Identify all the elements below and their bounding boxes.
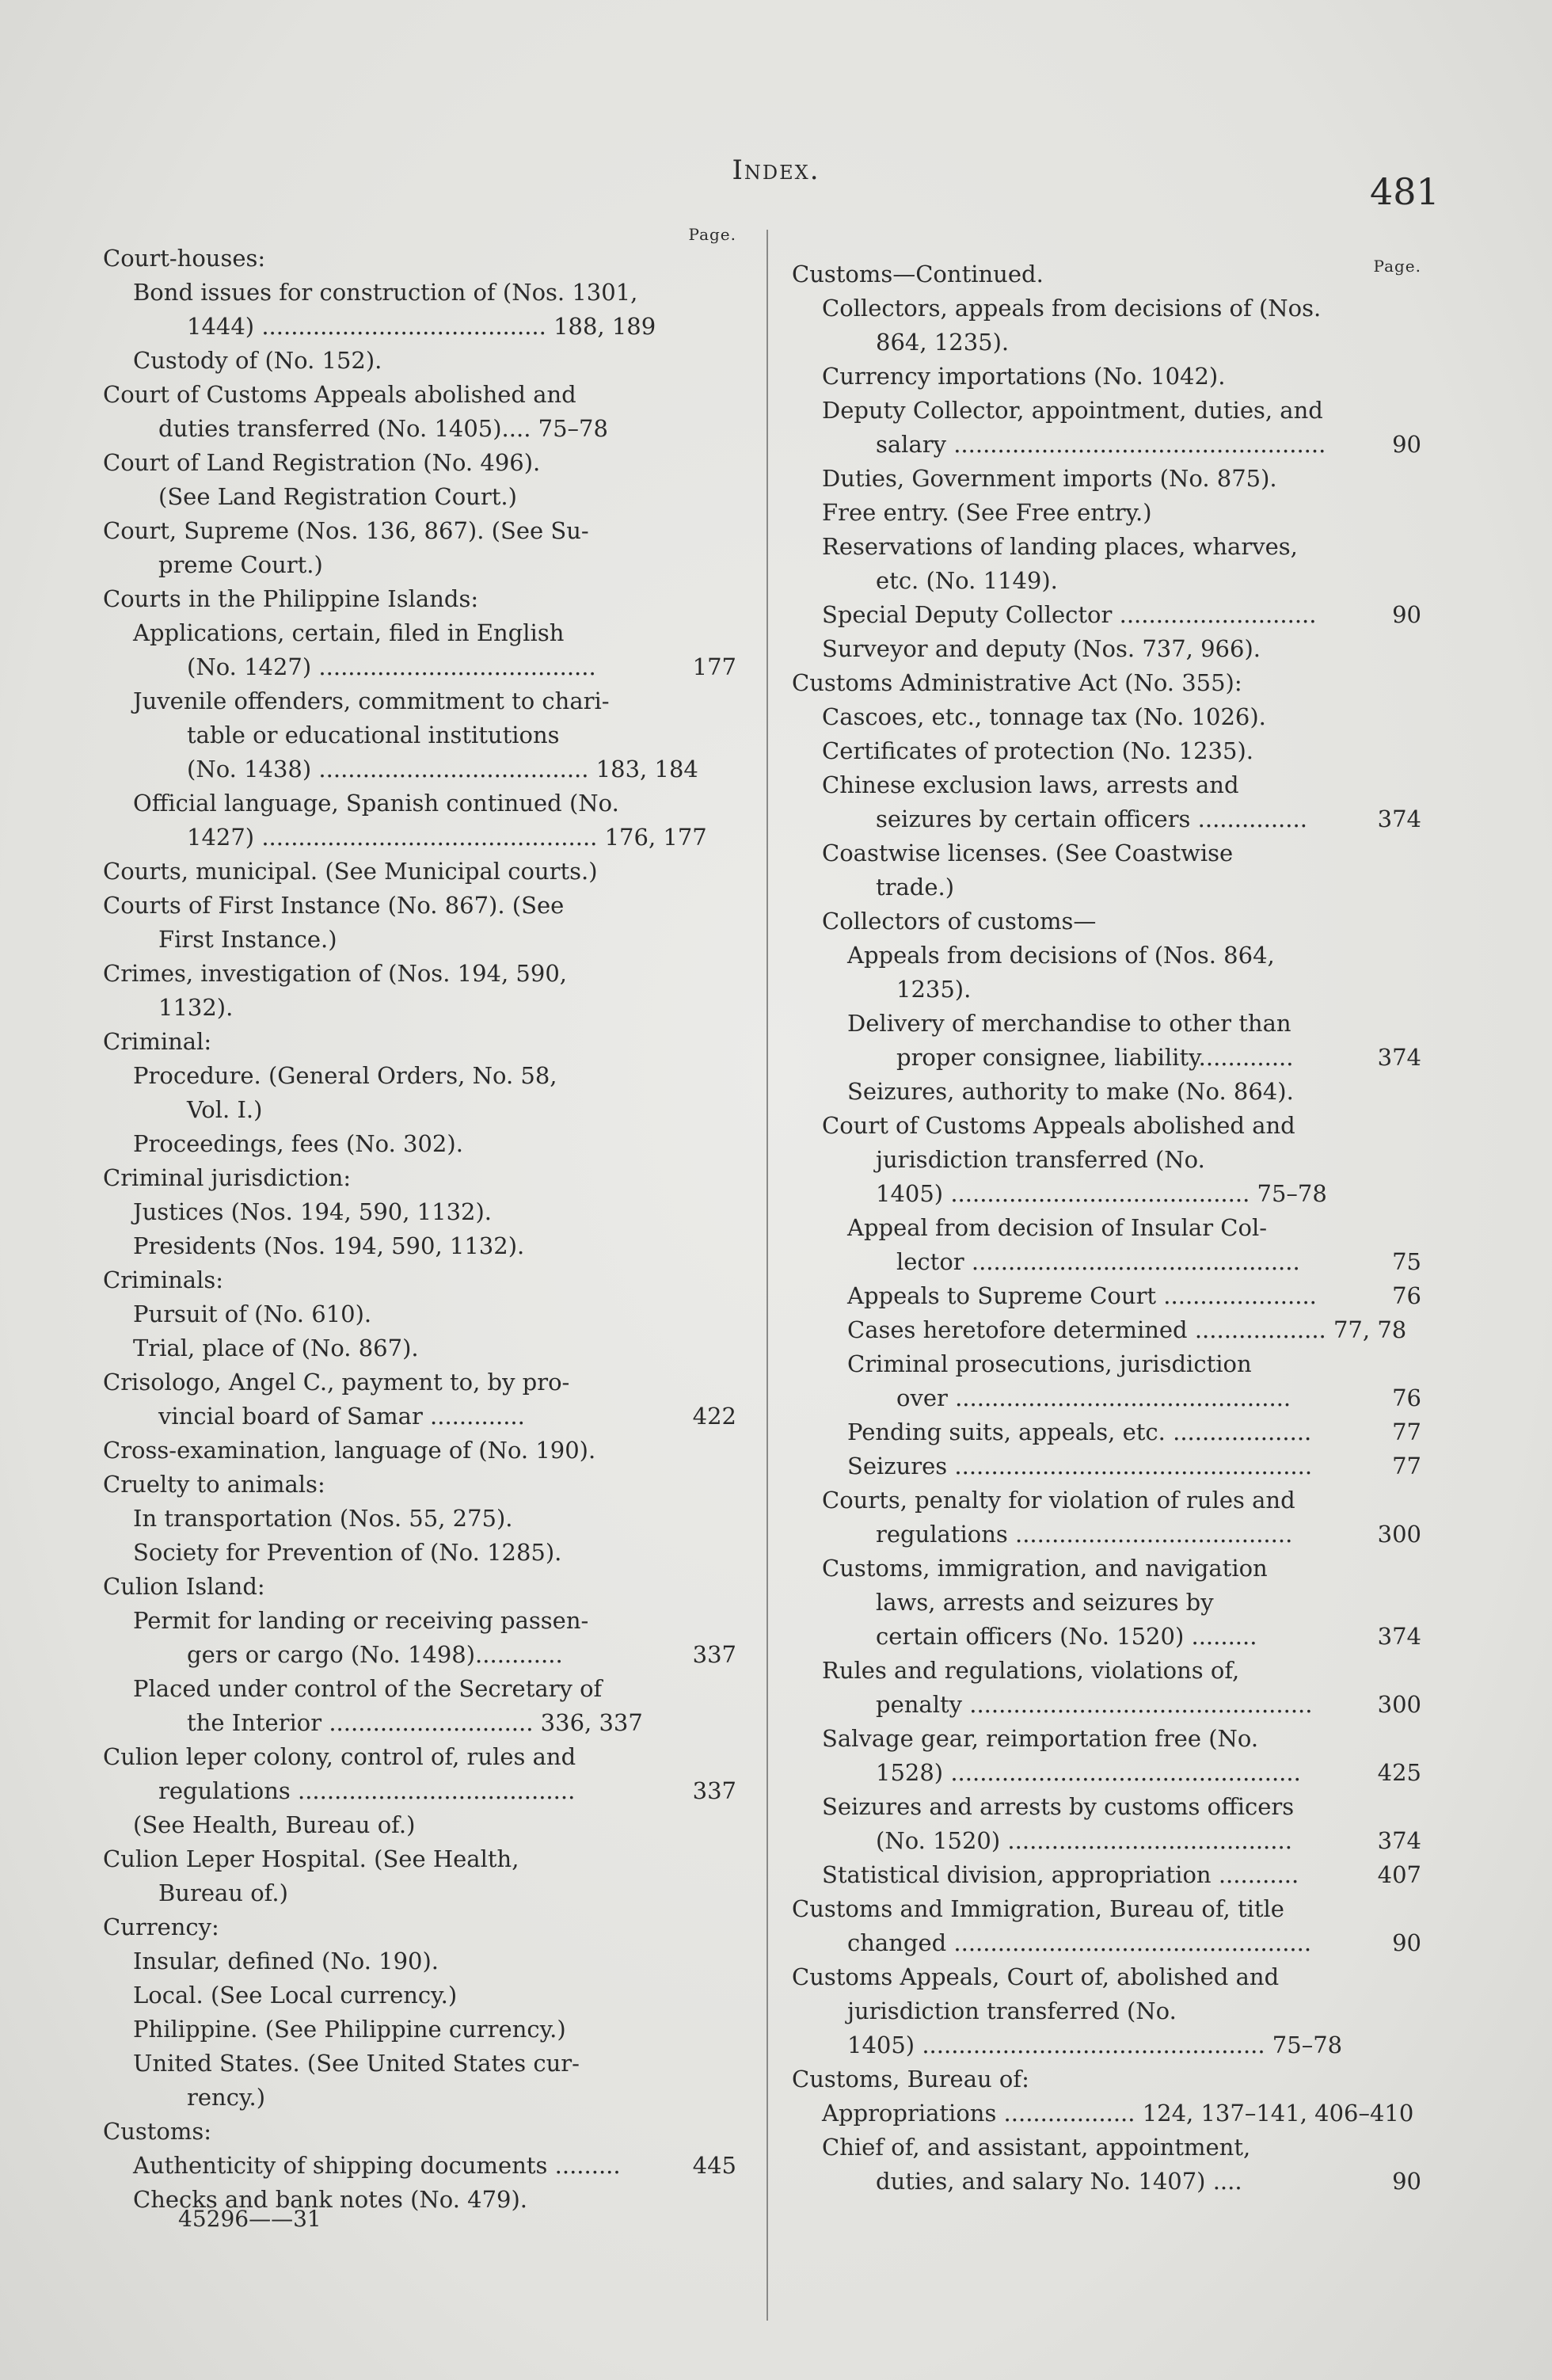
page-reference: 374 [1377,1044,1421,1071]
index-entry-text: Customs and Immigration, Bureau of, title [792,1895,1284,1922]
index-entry-text: Coastwise licenses. (See Coastwise [822,840,1234,866]
index-line [103,446,736,480]
page-reference: 374 [1377,805,1421,832]
index-entry-text: Culion Leper Hospital. (See Health, [103,1845,519,1872]
index-entry-text: Court-houses: [103,245,266,272]
index-line [792,1041,1421,1075]
index-line [792,462,1421,496]
index-line [792,1007,1421,1041]
index-line [103,752,736,786]
index-entry-text: Crimes, investigation of (Nos. 194, 590, [103,960,567,987]
page-reference: 77 [1392,1453,1421,1479]
index-line [792,1586,1421,1620]
index-line [103,616,736,650]
index-line [792,2028,1421,2062]
index-line [792,2131,1421,2165]
index-entry-text: 1528) ................................................ [876,1759,1301,1786]
index-entry-text: 1132). [158,994,234,1021]
index-entry-text: Criminals: [103,1266,223,1293]
index-line [103,1672,736,1706]
index-entry-text: Reservations of landing places, wharves, [822,533,1298,560]
signature-mark: 45296——31 [178,2206,321,2232]
index-line [103,1229,736,1263]
index-line [103,1536,736,1570]
index-entry-text: First Instance.) [158,926,337,953]
index-entry-text: Insular, defined (No. 190). [133,1948,439,1974]
page-reference: 90 [1392,601,1421,628]
index-line [103,1978,736,2013]
index-line [792,1517,1421,1552]
index-entry-text: Justices (Nos. 194, 590, 1132). [133,1198,492,1225]
index-line [792,1415,1421,1449]
index-line [103,582,736,616]
index-entry-text: Customs Appeals, Court of, abolished and [792,1963,1280,1990]
right-entries [792,257,1421,2199]
index-line [792,2096,1421,2131]
index-line [792,1313,1421,1347]
index-line [792,1892,1421,1926]
index-entry-text: Authenticity of shipping documents ......... [133,2152,621,2179]
index-line [792,1926,1421,1960]
index-line [103,1093,736,1127]
index-entry-text: Special Deputy Collector ........................... [822,601,1317,628]
index-line [792,1994,1421,2028]
index-line [792,1279,1421,1313]
index-entry-text: 1235). [896,976,972,1003]
index-entry-text: salary ................................................... [876,431,1326,458]
index-entry-text: jurisdiction transferred (No. [876,1146,1205,1173]
page-reference: 90 [1392,2168,1421,2195]
index-line [103,2149,736,2183]
index-entry-text: Crisologo, Angel C., payment to, by pro- [103,1369,570,1396]
index-entry-text: (No. 1520) ....................................... [876,1827,1292,1854]
index-line [103,1263,736,1297]
page-reference: 337 [692,1777,736,1804]
index-entry-text: Local. (See Local currency.) [133,1982,458,2009]
page-reference: 445 [692,2152,736,2179]
index-entry-text: Cross-examination, language of (No. 190). [103,1437,596,1464]
index-line [792,836,1421,870]
index-entry-text: Pending suits, appeals, etc. ................... [847,1418,1312,1445]
index-entry-text: Criminal jurisdiction: [103,1164,352,1191]
index-entry-text: Seizures and arrests by customs officers [822,1793,1295,1820]
index-entry-text: Chief of, and assistant, appointment, [822,2134,1251,2161]
index-entry-text: Courts, penalty for violation of rules and [822,1487,1295,1514]
index-entry-text: trade.) [876,874,955,901]
index-line [792,1960,1421,1994]
index-line [103,2013,736,2047]
index-entry-text: Currency: [103,1914,219,1940]
index-entry-text: Appeals from decisions of (Nos. 864, [847,942,1275,969]
index-line [103,242,736,276]
page-reference: 374 [1377,1623,1421,1650]
index-line [103,514,736,548]
page-reference: 76 [1392,1282,1421,1309]
index-line [103,1399,736,1434]
index-line [103,276,736,310]
index-line [792,1177,1421,1211]
index-entry-text: Collectors, appeals from decisions of (Nos. [822,295,1322,322]
index-entry-text: penalty ............................................... [876,1691,1313,1718]
index-line [792,530,1421,564]
left-page-label: Page. [688,225,736,244]
index-line [103,310,736,344]
index-line [792,1381,1421,1415]
index-entry-text: regulations ...................................... [158,1777,576,1804]
index-line [103,889,736,923]
index-entry-text: Trial, place of (No. 867). [133,1335,419,1361]
index-line [792,1620,1421,1654]
index-line [792,666,1421,700]
index-entry-text: Certificates of protection (No. 1235). [822,737,1253,764]
index-entry-text: Bond issues for construction of (Nos. 1301, [133,279,638,306]
index-entry-text: over .............................................. [896,1384,1291,1411]
index-entry-text: seizures by certain officers ............... [876,805,1307,832]
page-reference: 425 [1377,1759,1421,1786]
index-line [103,684,736,718]
index-entry-text: vincial board of Samar ............. [158,1403,525,1430]
index-line [792,870,1421,904]
index-entry-text: Court of Land Registration (No. 496). [103,449,541,476]
index-line [792,939,1421,973]
index-line [792,428,1421,462]
page-reference: 75 [1392,1248,1421,1275]
index-entry-text: lector ............................................. [896,1248,1300,1275]
index-line [792,1109,1421,1143]
index-line [103,1059,736,1093]
index-line [103,1502,736,1536]
page-reference: 90 [1392,1929,1421,1956]
index-line [103,1570,736,1604]
index-entry-text: Statistical division, appropriation ........... [822,1861,1299,1888]
index-entry-text: Courts of First Instance (No. 867). (See [103,892,565,919]
index-entry-text: preme Court.) [158,551,323,578]
index-line [792,904,1421,939]
index-entry-text: 1444) ....................................... 188, 189 [187,313,656,340]
index-entry-text: regulations ...................................... [876,1521,1293,1548]
index-entry-text: duties, and salary No. 1407) .... [876,2168,1242,2195]
index-line [103,1161,736,1195]
index-entry-text: duties transferred (No. 1405).... 75–78 [158,415,608,442]
index-entry-text: Culion leper colony, control of, rules and [103,1743,576,1770]
index-line [792,257,1421,291]
index-line [792,1075,1421,1109]
index-line [792,768,1421,802]
index-entry-text: Duties, Government imports (No. 875). [822,465,1277,492]
index-entry-text: Checks and bank notes (No. 479). [133,2186,528,2213]
index-entry-text: Culion Island: [103,1573,265,1600]
index-line [792,1449,1421,1483]
index-line [792,496,1421,530]
index-entry-text: Appeal from decision of Insular Col- [847,1214,1268,1241]
index-line [792,1824,1421,1858]
index-entry-text: jurisdiction transferred (No. [847,1997,1177,2024]
index-entry-text: Pursuit of (No. 610). [133,1300,372,1327]
index-entry-text: Cascoes, etc., tonnage tax (No. 1026). [822,703,1266,730]
index-entry-text: Permit for landing or receiving passen- [133,1607,589,1634]
index-line [792,1790,1421,1824]
index-entry-text: etc. (No. 1149). [876,567,1058,594]
index-entry-text: rency.) [187,2084,266,2111]
index-line [792,1654,1421,1688]
index-line [103,1195,736,1229]
index-entry-text: Placed under control of the Secretary of [133,1675,603,1702]
index-entry-text: 864, 1235). [876,329,1010,356]
index-line [103,548,736,582]
index-entry-text: Courts, municipal. (See Municipal courts.) [103,858,598,885]
index-entry-text: Collectors of customs— [822,908,1097,935]
index-line [103,378,736,412]
index-line [103,412,736,446]
index-entry-text: Seizures ................................................. [847,1453,1313,1479]
index-entry-text: changed ................................................. [847,1929,1312,1956]
index-entry-text: Court, Supreme (Nos. 136, 867). (See Su- [103,517,589,544]
index-line [103,1808,736,1842]
index-entry-text: Chinese exclusion laws, arrests and [822,771,1239,798]
index-line [792,1722,1421,1756]
right-page-label: Page. [1373,257,1421,276]
index-entry-text: Court of Customs Appeals abolished and [822,1112,1295,1139]
index-entry-text: Currency importations (No. 1042). [822,363,1226,390]
index-entry-text: Courts in the Philippine Islands: [103,585,479,612]
index-entry-text: Cruelty to animals: [103,1471,325,1498]
index-line [792,802,1421,836]
index-line [103,957,736,991]
index-line [103,1774,736,1808]
index-entry-text: Official language, Spanish continued (No. [133,790,619,817]
index-entry-text: certain officers (No. 1520) ......... [876,1623,1257,1650]
index-line [103,1331,736,1365]
index-line [103,1604,736,1638]
index-line [103,1944,736,1978]
index-entry-text: Delivery of merchandise to other than [847,1010,1291,1037]
index-line [103,821,736,855]
index-entry-text: Vol. I.) [187,1096,263,1123]
index-line [792,700,1421,734]
index-line [103,1365,736,1399]
index-line [792,1347,1421,1381]
index-line [103,2115,736,2149]
index-entry-text: Customs Administrative Act (No. 355): [792,669,1242,696]
index-line [792,1211,1421,1245]
index-line [103,1127,736,1161]
left-entries [103,242,736,2217]
index-entry-text: 1405) ............................................... 75–78 [847,2032,1343,2058]
index-entry-text: Proceedings, fees (No. 302). [133,1130,463,1157]
index-entry-text: (No. 1438) ..................................... 183, 184 [187,756,698,783]
index-entry-text: Applications, certain, filed in English [133,619,565,646]
index-line [792,632,1421,666]
index-entry-text: (No. 1427) ...................................... [187,653,596,680]
page-reference: 90 [1392,431,1421,458]
index-line [792,1245,1421,1279]
index-line [792,1552,1421,1586]
index-line [792,360,1421,394]
index-line [792,598,1421,632]
index-entry-text: Free entry. (See Free entry.) [822,499,1152,526]
index-entry-text: In transportation (Nos. 55, 275). [133,1505,513,1532]
index-line [103,650,736,684]
index-line [103,855,736,889]
index-line [792,2062,1421,2096]
index-line [103,1706,736,1740]
index-line [103,480,736,514]
index-line [792,564,1421,598]
page-reference: 337 [692,1641,736,1668]
index-line [792,1143,1421,1177]
index-entry-text: (See Land Registration Court.) [158,483,517,510]
index-entry-text: Criminal prosecutions, jurisdiction [847,1350,1252,1377]
index-entry-text: table or educational institutions [187,722,560,748]
page-reference: 177 [692,653,736,680]
index-line [103,2081,736,2115]
page-reference: 300 [1377,1521,1421,1548]
index-line [103,1740,736,1774]
index-entry-text: Appeals to Supreme Court ..................... [847,1282,1317,1309]
index-entry-text: Custody of (No. 152). [133,347,382,374]
index-entry-text: Salvage gear, reimportation free (No. [822,1725,1259,1752]
page-number: 481 [1370,170,1440,213]
index-entry-text: Presidents (Nos. 194, 590, 1132). [133,1232,525,1259]
index-entry-text: Customs: [103,2118,212,2145]
index-entry-text: Criminal: [103,1028,212,1055]
index-entry-text: the Interior ............................ 336, 337 [187,1709,643,1736]
index-line [792,394,1421,428]
index-line [103,718,736,752]
column-divider [766,230,768,2321]
index-line [792,291,1421,326]
index-entry-text: 1427) .............................................. 176, 177 [187,824,707,851]
page-reference: 77 [1392,1418,1421,1445]
index-line [103,786,736,821]
index-line [103,1025,736,1059]
index-line [792,1483,1421,1517]
index-entry-text: (See Health, Bureau of.) [133,1811,416,1838]
index-entry-text: Court of Customs Appeals abolished and [103,381,576,408]
index-entry-text: Seizures, authority to make (No. 864). [847,1078,1294,1105]
index-line [103,1434,736,1468]
index-line [103,2047,736,2081]
index-line [103,1910,736,1944]
running-head: Index. [732,154,820,186]
index-entry-text: Juvenile offenders, commitment to chari- [133,687,610,714]
index-line [792,1756,1421,1790]
index-line [792,734,1421,768]
index-entry-text: Customs, Bureau of: [792,2066,1029,2092]
index-entry-text: Procedure. (General Orders, No. 58, [133,1062,557,1089]
index-entry-text: 1405) ......................................... 75–78 [876,1180,1327,1207]
index-line [103,1876,736,1910]
index-entry-text: Philippine. (See Philippine currency.) [133,2016,566,2043]
index-line [103,1842,736,1876]
index-entry-text: Cases heretofore determined .................. 77, 78 [847,1316,1407,1343]
index-entry-text: Society for Prevention of (No. 1285). [133,1539,562,1566]
index-line [103,1468,736,1502]
index-line [103,991,736,1025]
index-entry-text: United States. (See United States cur- [133,2050,580,2077]
page-reference: 76 [1392,1384,1421,1411]
index-line [103,344,736,378]
page-reference: 422 [692,1403,736,1430]
index-entry-text: proper consignee, liability............. [896,1044,1294,1071]
index-entry-text: Bureau of.) [158,1879,288,1906]
index-line [103,923,736,957]
index-line [103,1638,736,1672]
page-reference: 374 [1377,1827,1421,1854]
index-entry-text: Surveyor and deputy (Nos. 737, 966). [822,635,1261,662]
index-entry-text: gers or cargo (No. 1498)............ [187,1641,563,1668]
index-entry-text: Appropriations .................. 124, 137–141, 406–410 [822,2100,1414,2127]
index-line [103,1297,736,1331]
index-entry-text: Deputy Collector, appointment, duties, and [822,397,1323,424]
page-reference: 300 [1377,1691,1421,1718]
index-line [792,1688,1421,1722]
page-reference: 407 [1377,1861,1421,1888]
index-line [792,1858,1421,1892]
index-line [792,326,1421,360]
index-entry-text: laws, arrests and seizures by [876,1589,1214,1616]
index-line [792,973,1421,1007]
index-entry-text: Customs, immigration, and navigation [822,1555,1268,1582]
index-entry-text: Customs—Continued. [792,261,1044,288]
index-entry-text: Rules and regulations, violations of, [822,1657,1240,1684]
index-line [792,2165,1421,2199]
